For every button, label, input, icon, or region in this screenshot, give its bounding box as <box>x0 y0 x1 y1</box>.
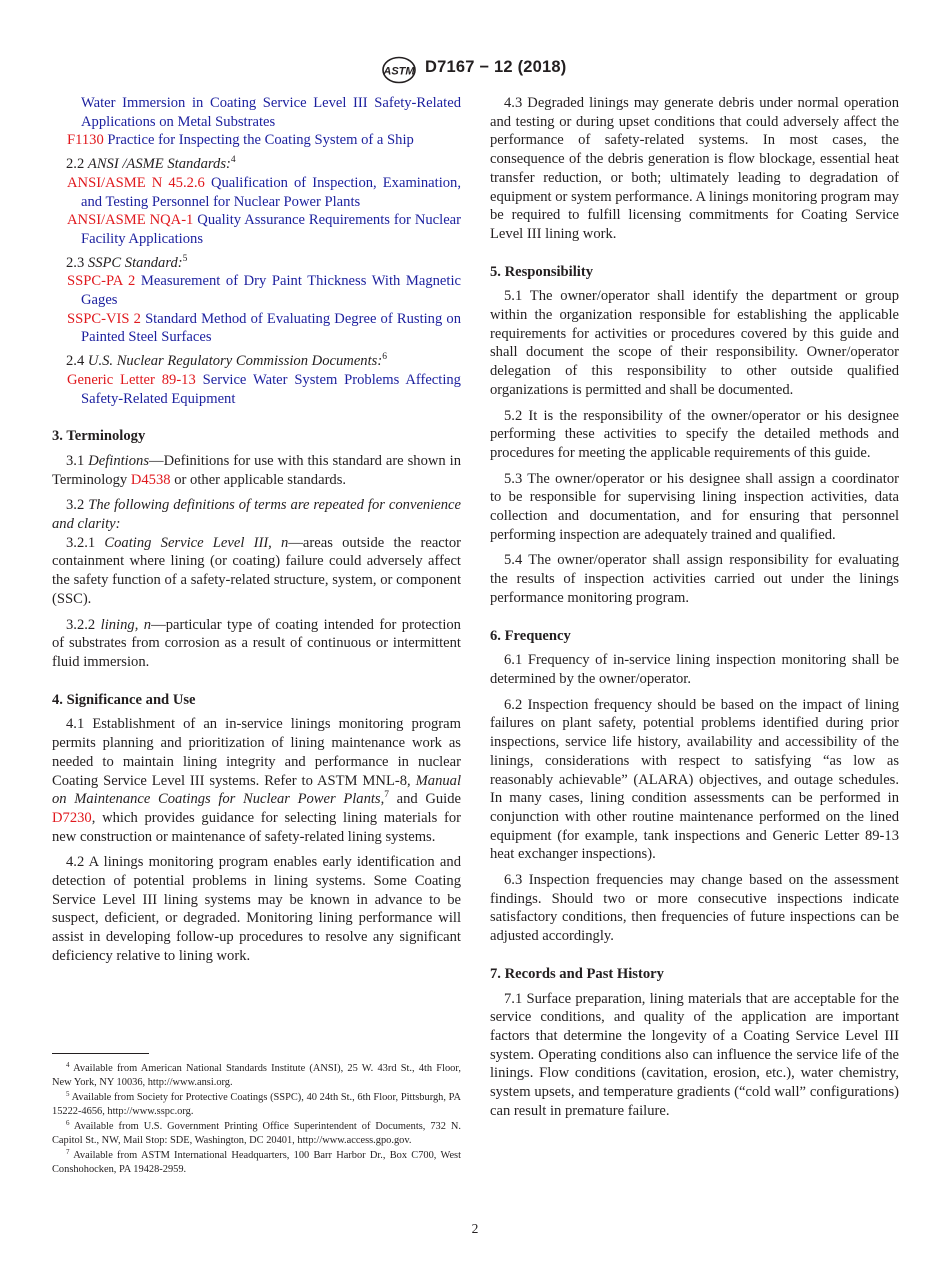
footnote: $^5$ Available from Society for Protective Coatings (SSPC), 40 24th St., 6th Floor, Pittsburgh, PA 15222-4656, http://www.sspc.org. <box>52 1090 461 1117</box>
footnotes <box>52 1062 461 1178</box>
subsection-2-3: 2.3 SSPC Standard:$^5$ <box>66 253 188 271</box>
logo-text: ASTM <box>383 65 415 78</box>
footnote: $^6$ Available from U.S. Government Printing Office Superintendent of Documents, 732 N. Capitol St., NW, Mail Stop: SDE, Washington, DC 20401, http://www.access.gpo.gov. <box>52 1119 462 1146</box>
subsection-2-2: 2.2 ANSI /ASME Standards:$^4$ <box>66 155 236 173</box>
footnote-ref-4[interactable]: 4 <box>230 155 236 166</box>
paragraph-4-3: 4.3 Degraded linings may generate debris under normal operation and testing or during upset conditions that could adversely affect the performance of safety-related systems. In most cases, the consequence of the debris generation is flow blockage, essential heat transfer reduction, or both; ultimately leading to degradation of equipment or system performance. A linings monitoring program may be required to fulfill licensing commitments for Coating Service Level III lining work. <box>490 95 899 242</box>
footnote: $^4$ Available from American National Standards Institute (ANSI), 25 W. 43rd St., 4th Floor, New York, NY 10036, http://www.ansi.org. <box>52 1061 461 1088</box>
section-heading-7: 7. Records and Past History <box>490 965 664 982</box>
paragraph-4-1: 4.1 Establishment of an in-service linings monitoring program permits planning and prioritization of lining maintenance work as needed to maintain lining integrity and performance in nuclear Coating Service Level III systems. Refer to ASTM MNL-8, Manual on Maintenance Coatings for Nuclear Power Plants,$^7$ and Guide D7230, which provides guidance for selecting lining materials for new construction or maintenance of safety-related lining systems. <box>52 716 462 845</box>
paragraph-4-2: 4.2 A linings monitoring program enables early identification and detection of potential problems in lining systems. Some Coating Service Level III lining systems may be known in advance to be suspect, deficient, or degraded. Monitoring lining performance will assist in developing follow-up procedures to resolve any significant deficiency relative to lining work. <box>52 854 461 964</box>
left-column <box>52 94 461 973</box>
ref-ansi-nqa1 <box>52 211 461 248</box>
paragraph-5-2: 5.2 It is the responsibility of the owner/operator or his designee performing these activities to specify the detailed methods and procedures for meeting the applicable requirements of this guide. <box>490 407 899 461</box>
footnote-ref-5[interactable]: 5 <box>182 253 188 264</box>
ref-sspc-pa2 <box>52 272 461 309</box>
paragraph-6-1: 6.1 Frequency of in-service lining inspection monitoring shall be determined by the owner/operator. <box>490 652 899 687</box>
page-header <box>0 56 950 86</box>
ref-title-link[interactable]: Qualification of Inspection, Examination, and Testing Personnel for Nuclear Power Plants <box>81 174 461 210</box>
section-heading-3: 3. Terminology <box>52 428 146 445</box>
ref-title-link[interactable]: Service Water System Problems Affecting Safety-Related Equipment <box>81 371 461 407</box>
section-heading-4: 4. Significance and Use <box>52 691 196 708</box>
paragraph-5-1: 5.1 The owner/operator shall identify the department or group within the organization responsible for establishing the applicable requirements for activities or procedures covered by this guide and shall document the scope of their responsibility. Owner/operator delegation of this responsibility to other outside qualified organizations is permitted and shall be documented. <box>490 288 899 398</box>
footnote-divider <box>52 1053 149 1054</box>
document-id: D7167 − 12 (2018) <box>425 58 567 76</box>
right-column <box>490 94 899 1127</box>
ref-title-link[interactable]: Measurement of Dry Paint Thickness With Magnetic Gages <box>81 273 461 309</box>
paragraph-7-1: 7.1 Surface preparation, lining materials that are acceptable for the service conditions, and quality of the application are important factors that determine the longevity of a Coating Service Level III system. Operating conditions also can influence the service life of the linings. Flow conditions (cavitation, erosion, etc.), water chemistry, system upsets, and temperature gradients (“cold wall” configurations) can result in premature failure. <box>490 990 899 1119</box>
astm-logo-icon <box>381 56 417 84</box>
ref-sspc-vis2 <box>52 310 461 347</box>
footnote-ref-6[interactable]: 6 <box>382 352 387 363</box>
paragraph-5-3: 5.3 The owner/operator or his designee shall assign a coordinator to be responsible for supervising lining inspection activities, data collection and documentation, and for ensuring that personnel performing inspection are adequately trained and qualified. <box>490 470 899 543</box>
section-heading-6: 6. Frequency <box>490 627 571 644</box>
subsection-2-4: 2.4 U.S. Nuclear Regulatory Commission Documents:$^6$ <box>66 352 387 370</box>
paragraph-3-1: 3.1 Defintions—Definitions for use with this standard are shown in Terminology D4538 or other applicable standards. <box>52 452 461 488</box>
paragraph-6-2: 6.2 Inspection frequency should be based on the impact of lining failures on plant safety, potential problems identified during prior inspections, service life history, availability and accessibility of the linings, considerations with respect to satisfying “as low as reasonably achievable” (ALARA) objectives, and outage schedules. In many cases, lining condition assessments can be performed in conjunction with other routine maintenance performed on the lined equipment (for example, tank inspections and Generic Letter 89-13 heat exchanger inspections). <box>490 696 899 863</box>
ref-ansi-n45 <box>52 174 461 211</box>
footnote: $^7$ Available from ASTM International Headquarters, 100 Barr Harbor Dr., Box C700, West Conshohocken, PA 19428-2959. <box>52 1148 461 1175</box>
paragraph-5-4: 5.4 The owner/operator shall assign responsibility for evaluating the results of inspection activities carried out under the linings performance monitoring program. <box>490 552 899 606</box>
ref-generic-letter <box>52 371 461 408</box>
ref-f1130 <box>52 131 461 150</box>
ref-title-link[interactable]: Quality Assurance Requirements for Nuclear Facility Applications <box>81 212 462 247</box>
paragraph-3-2: 3.2 The following definitions of terms are repeated for convenience and clarity: <box>52 497 461 533</box>
paragraph-6-3: 6.3 Inspection frequencies may change based on the assessment findings. Should two or more consecutive inspections indicate satisfactory conditions, then frequencies of future inspections can be adjusted accordingly. <box>490 872 899 945</box>
footnote-ref-7[interactable]: 7 <box>384 790 390 801</box>
ref-f1130-continued: Water Immersion in Coating Service Level III Safety-Related Applications on Metal Substrates <box>81 95 461 130</box>
ref-id-link[interactable]: SSPC-PA 2 <box>67 273 136 290</box>
ref-id-link[interactable]: F1130 <box>67 132 104 149</box>
ref-title-link[interactable]: Standard Method of Evaluating Degree of Rusting on Painted Steel Surfaces <box>81 310 462 346</box>
section-heading-5: 5. Responsibility <box>490 263 593 280</box>
ref-title-link[interactable]: Practice for Inspecting the Coating System of a Ship <box>107 132 414 149</box>
ref-id-link[interactable]: SSPC-VIS 2 <box>67 310 141 327</box>
paragraph-3-2-1: 3.2.1 Coating Service Level III, n—areas outside the reactor containment where lining (or coating) failure could adversely affect the safety function of a safety-related structure, system, or component (SSC). <box>52 534 461 607</box>
d7230-link[interactable]: D7230 <box>52 809 92 826</box>
d4538-link[interactable]: D4538 <box>130 471 171 488</box>
ref-id-link[interactable]: ANSI/ASME NQA-1 <box>67 212 194 229</box>
ref-id-link[interactable]: ANSI/ASME N 45.2.6 <box>67 174 205 191</box>
ref-id-link[interactable]: Generic Letter 89-13 <box>67 371 196 388</box>
paragraph-3-2-2: 3.2.2 lining, n—particular type of coating intended for protection of substrates from corrosion as a result of continuous or intermittent fluid immersion. <box>52 616 461 670</box>
page-number: 2 <box>471 1221 479 1236</box>
